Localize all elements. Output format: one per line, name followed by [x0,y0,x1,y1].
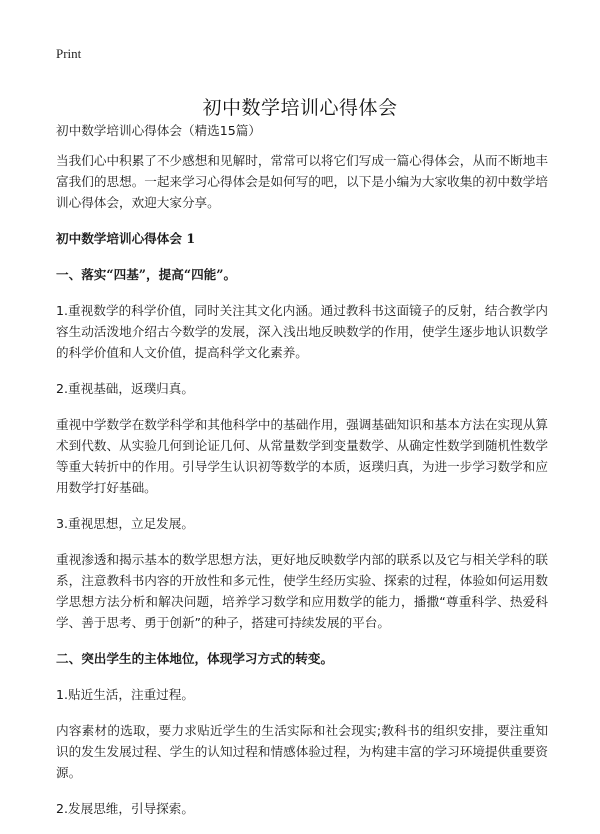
section1-item3-title: 3.重视思想，立足发展。 [56,516,194,531]
print-label: Print [56,46,82,61]
section2-item2-title: 2.发展思维，引导探索。 [56,801,194,816]
section1-item3-paragraph: 重视渗透和揭示基本的数学思想方法，更好地反映数学内部的联系以及它与相关学科的联系，注意教科书内容的开放性和多元性，使学生经历实验、探索的过程，体验如何运用数学思想方法分析和解决问题，培养学习数学和应用数学的能力，播撒“尊重科学、热爱科学、善于思考、勇于创新”的种子，搭建可持续发展的平台。 [56,552,548,630]
section2-item1-title: 1.贴近生活，注重过程。 [56,687,194,702]
intro-paragraph: 当我们心中积累了不少感想和见解时，常常可以将它们写成一篇心得体会，从而不断地丰富我们的思想。一起来学习心得体会是如何写的吧，以下是小编为大家收集的初中数学培训心得体会，欢迎大家分享。 [56,153,548,210]
section2-item1-paragraph: 内容素材的选取，要力求贴近学生的生活实际和社会现实;教科书的组织安排，要注重知识的发生发展过程、学生的认知过程和情感体验过程，为构建丰富的学习环境提供重要资源。 [56,723,548,780]
section-heading-2: 二、突出学生的主体地位，体现学习方式的转变。 [56,651,334,666]
article-heading: 初中数学培训心得体会 1 [56,231,196,246]
section-heading-1: 一、落实“四基”，提高“四能”。 [56,267,237,282]
section1-item2-title: 2.重视基础，返璞归真。 [56,381,194,396]
section1-item2-paragraph: 重视中学数学在数学科学和其他科学中的基础作用，强调基础知识和基本方法在实现从算术到代数、从实验几何到论证几何、从常量数学到变量数学、从确定性数学到随机性数学等重大转折中的作用。引导学生认识初等数学的本质，返璞归真，为进一步学习数学和应用数学打好基础。 [56,417,548,495]
document-subtitle: 初中数学培训心得体会（精选15篇） [56,123,261,138]
section1-item1-paragraph: 1.重视数学的科学价值，同时关注其文化内涵。通过教科书这面镜子的反射，结合教学内容生动活泼地介绍古今数学的发展，深入浅出地反映数学的作用，使学生逐步地认识数学的科学价值和人文价值，提高科学文化素养。 [56,303,548,360]
document-title: 初中数学培训心得体会 [202,96,398,119]
document-body [56,120,548,834]
